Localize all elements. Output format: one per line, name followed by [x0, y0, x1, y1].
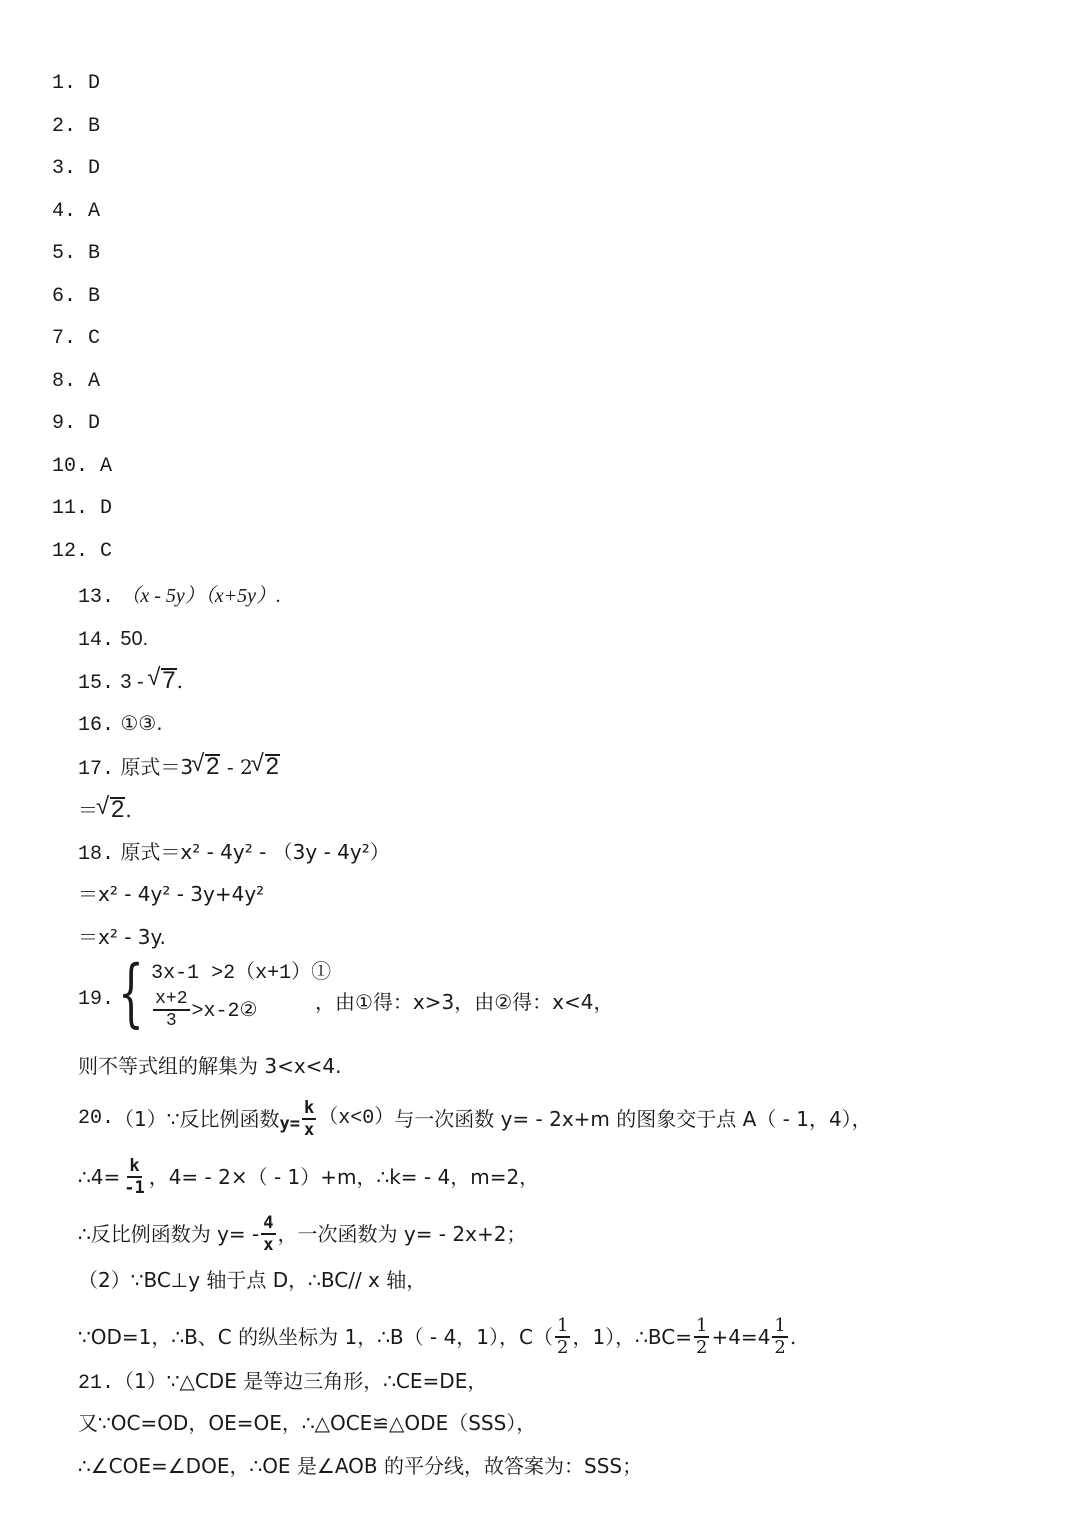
answer-10 — [52, 455, 112, 479]
answer-text: （1）∵反比例函数 — [114, 1107, 280, 1131]
answer-2 — [52, 115, 100, 139]
answer-1 — [52, 72, 100, 96]
fraction-half — [555, 1316, 570, 1358]
inequality-rows — [151, 955, 331, 1031]
denominator: 2 — [774, 1337, 786, 1358]
inequality-2 — [151, 989, 331, 1031]
fraction — [153, 989, 189, 1031]
question-number: 5. — [52, 242, 77, 265]
answer-text: ，1），∴BC= — [572, 1325, 692, 1349]
answer-choice: D — [88, 157, 101, 180]
answer-choice: B — [88, 242, 101, 265]
answer-text: - 2 — [220, 755, 253, 779]
question-number: 15. — [78, 672, 115, 695]
answer-16 — [78, 711, 163, 738]
sqrt-symbol — [149, 668, 176, 693]
answer-18-line3: ＝x² - 3y. — [78, 925, 166, 949]
answer-19-tail: ，由①得：x>3，由②得：x<4， — [315, 990, 614, 1014]
answer-11 — [52, 497, 112, 521]
answer-20-line2 — [78, 1156, 539, 1198]
answer-text: 原式＝x² - 4y² - （3y - 4y²） — [120, 840, 390, 864]
numerator: 1 — [774, 1315, 786, 1336]
answer-19-conclusion: 则不等式组的解集为 3<x<4. — [78, 1054, 342, 1078]
answer-text: 原式＝3 — [120, 755, 194, 779]
question-number: 9. — [52, 412, 77, 435]
question-number: 20. — [78, 1107, 115, 1130]
answer-choice: C — [88, 327, 101, 350]
answer-text: ∴4= — [78, 1165, 121, 1189]
period: . — [789, 1325, 797, 1349]
radicand: 2 — [206, 753, 220, 780]
answer-text: +4=4 — [711, 1325, 771, 1349]
question-number: 7. — [52, 327, 77, 350]
answer-choice: B — [88, 115, 101, 138]
denominator: x — [303, 1120, 315, 1140]
answer-text: 与一次函数 y= - 2x+m 的图象交于点 A（ - 1，4）， — [394, 1107, 872, 1131]
radicand: 7 — [162, 667, 176, 694]
fraction — [302, 1098, 316, 1140]
numerator: k — [303, 1098, 315, 1118]
answer-choice: D — [88, 412, 101, 435]
answer-7 — [52, 327, 100, 351]
answer-21-line2: 又∵OC=OD，OE=OE，∴△OCE≌△ODE（SSS）， — [78, 1411, 537, 1435]
question-number-19: 19. — [78, 988, 115, 1011]
denominator: -1 — [124, 1178, 145, 1198]
answer-4 — [52, 200, 100, 224]
answer-20-part2-line1: （2）∵BC⊥y 轴于点 D，∴BC// x 轴， — [78, 1268, 427, 1292]
sqrt-symbol — [193, 754, 220, 779]
answer-18-line1 — [78, 840, 390, 867]
fraction-half — [772, 1316, 787, 1358]
answer-choice: B — [88, 285, 101, 308]
fraction-half — [694, 1316, 709, 1358]
answer-choice: A — [100, 455, 113, 478]
question-number: 4. — [52, 200, 77, 223]
answer-text: ，一次函数为 y= - 2x+2； — [277, 1222, 527, 1246]
answer-text: 3 - — [120, 671, 150, 693]
numerator: 1 — [696, 1315, 708, 1336]
question-number: 11. — [52, 497, 89, 520]
answer-17-line1 — [78, 754, 280, 782]
answer-text: ∴反比例函数为 y= - — [78, 1222, 260, 1246]
fraction — [122, 1156, 146, 1198]
denominator: x — [263, 1235, 274, 1255]
answer-6 — [52, 285, 100, 309]
answer-21-line3: ∴∠COE=∠DOE，∴OE 是∠AOB 的平分线，故答案为：SSS； — [78, 1454, 643, 1478]
answer-20-part2-line2 — [78, 1316, 796, 1358]
answer-text: （1）∵△CDE 是等边三角形，∴CE=DE， — [114, 1369, 488, 1393]
answer-text: ，4= - 2×（ - 1）+m，∴k= - 4，m=2， — [148, 1165, 540, 1189]
question-number: 12. — [52, 540, 89, 563]
answer-14 — [78, 626, 148, 653]
answer-text: ∵OD=1，∴B、C 的纵坐标为 1，∴B（ - 4，1），C（ — [78, 1325, 553, 1349]
equals-sign: ＝ — [78, 798, 98, 822]
answer-choice: C — [100, 540, 113, 563]
answer-choice: A — [88, 200, 101, 223]
numerator: x+2 — [155, 989, 188, 1009]
answer-21-line1 — [78, 1369, 487, 1396]
answer-text: ①③. — [120, 711, 163, 735]
numerator: k — [129, 1156, 140, 1176]
function-prefix: y= — [279, 1114, 300, 1134]
fraction — [261, 1213, 275, 1255]
sqrt-symbol — [253, 754, 280, 779]
answer-18-line2: ＝x² - 4y² - 3y+4y² — [78, 882, 265, 906]
numerator: 1 — [557, 1315, 569, 1336]
question-number: 21. — [78, 1372, 115, 1395]
question-number: 6. — [52, 285, 77, 308]
question-number: 16. — [78, 714, 115, 737]
inequality-1: 3x-1 >2（x+1）① — [151, 962, 332, 985]
answer-12 — [52, 540, 112, 564]
question-number: 3. — [52, 157, 77, 180]
question-number: 18. — [78, 843, 115, 866]
answer-13 — [78, 583, 281, 610]
answer-17-line2 — [78, 797, 132, 822]
question-number: 17. — [78, 758, 115, 781]
denominator: 2 — [696, 1337, 708, 1358]
numerator: 4 — [263, 1213, 274, 1233]
radicand: 2 — [265, 753, 280, 780]
period: . — [176, 669, 183, 693]
question-number: 8. — [52, 370, 77, 393]
question-number: 1. — [52, 72, 77, 95]
answer-5 — [52, 242, 100, 266]
answer-9 — [52, 412, 100, 436]
inequality-rest: >x-2② — [191, 1000, 258, 1023]
radicand: 2 — [111, 796, 125, 823]
left-brace: { — [118, 950, 144, 1036]
question-number: 2. — [52, 115, 77, 138]
answer-15 — [78, 668, 183, 696]
answer-choice: D — [88, 72, 101, 95]
sqrt-symbol — [98, 797, 125, 822]
answer-text: （x - 5y）（x+5y）. — [120, 585, 282, 607]
answer-choice: A — [88, 370, 101, 393]
denominator: 2 — [557, 1337, 569, 1358]
answer-8 — [52, 370, 100, 394]
question-number: 10. — [52, 455, 89, 478]
answer-text: 50. — [120, 628, 149, 650]
inequality-system — [118, 950, 332, 1036]
answer-3 — [52, 157, 100, 181]
domain-condition: （x<0） — [318, 1107, 395, 1130]
question-number: 14. — [78, 629, 115, 652]
answer-choice: D — [100, 497, 113, 520]
denominator: 3 — [165, 1011, 177, 1031]
period: . — [125, 798, 132, 822]
question-number: 13. — [78, 586, 115, 609]
answer-20-line1 — [78, 1098, 872, 1140]
answer-20-line3 — [78, 1213, 526, 1255]
